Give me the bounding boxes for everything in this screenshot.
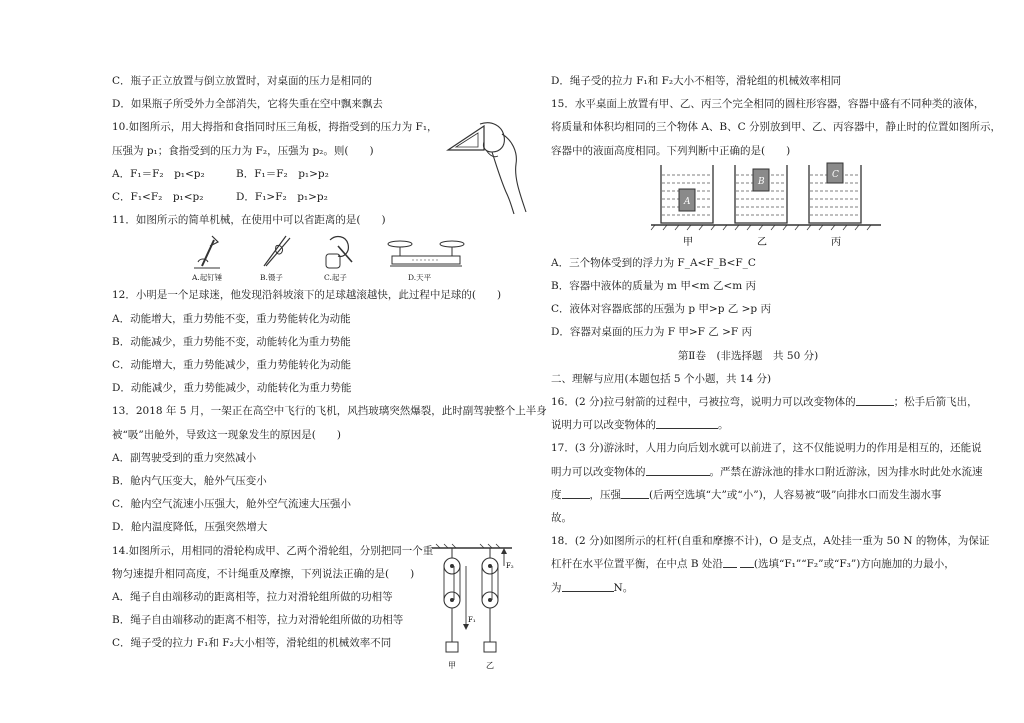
q15-option-b: B．容器中液体的质量为 m 甲<m 乙<m 丙 bbox=[551, 280, 757, 293]
q16-line1 bbox=[551, 391, 978, 414]
q17-line4: 故。 bbox=[551, 512, 572, 525]
pulley-label-yi: 乙 bbox=[486, 660, 494, 670]
pulley-systems-figure bbox=[430, 542, 514, 672]
q16-text-d: 。 bbox=[718, 419, 729, 432]
q18-blank-1a[interactable] bbox=[723, 555, 737, 568]
q10-option-c: C．F₁<F₂ p₁<p₂ bbox=[112, 191, 204, 204]
q15-option-d: D．容器对桌面的压力为 F 甲>F 乙 >F 丙 bbox=[551, 326, 753, 339]
q12-stem: 12．小明是一个足球迷，他发现沿斜坡滚下的足球越滚越快，此过程中足球的( ) bbox=[112, 289, 502, 302]
q9-option-d: D．如果瓶子所受外力全部消失，它将失重在空中飘来飘去 bbox=[112, 98, 383, 111]
q12-option-a: A．动能增大，重力势能不变，重力势能转化为动能 bbox=[112, 312, 351, 325]
container-label-jia: 甲 bbox=[683, 236, 693, 248]
pulley-label-f1: F₁ bbox=[468, 615, 476, 624]
three-containers-figure bbox=[651, 163, 881, 249]
q10-options-row1 bbox=[112, 163, 438, 186]
object-a-label: A bbox=[684, 196, 691, 207]
right-column bbox=[551, 70, 1002, 600]
q13-option-a: A．副驾驶受到的重力突然减小 bbox=[112, 451, 257, 464]
q18-text-c: (选填“F₁”“F₂”或“F₃”)方向施加的力最小， bbox=[753, 558, 955, 571]
q10-stem-line1: 10.如图所示，用大拇指和食指同时压三角板，拇指受到的压力为 F₁， bbox=[112, 121, 438, 134]
claw-hammer-figure bbox=[190, 232, 230, 272]
q18-line1: 18．(2 分)如图所示的杠杆(自重和摩擦不计)，O 是支点，A处挂一重为 50 N 的物体，为保证 bbox=[551, 535, 990, 548]
q10-option-a: A．F₁＝F₂ p₁<p₂ bbox=[112, 167, 205, 180]
container-label-bing: 丙 bbox=[831, 236, 841, 248]
q18-line2 bbox=[551, 553, 955, 576]
q17-text-e: ，压强 bbox=[589, 488, 621, 501]
q12-option-c: C．动能增大，重力势能减少，重力势能转化为动能 bbox=[112, 359, 352, 372]
q11-label-d: D.天平 bbox=[408, 273, 432, 283]
bottle-opener-figure bbox=[318, 232, 358, 272]
object-b-label: B bbox=[758, 176, 765, 187]
q14-option-a: A．绳子自由端移动的距离相等，拉力对滑轮组所做的功相等 bbox=[112, 591, 393, 604]
question-10 bbox=[112, 116, 514, 209]
q18-text-b: 杠杆在水平位置平衡，在中点 B 处沿 bbox=[551, 558, 723, 571]
q17-text-b: 明力可以改变物体的 bbox=[551, 465, 646, 478]
part-two-heading: 二、理解与应用(本题包括 5 个小题，共 14 分) bbox=[551, 372, 772, 385]
q15-stem-line3: 容器中的液面高度相同。下列判断中正确的是( ) bbox=[551, 144, 791, 157]
q17-blank-1[interactable] bbox=[646, 463, 710, 476]
q11-figures bbox=[190, 232, 490, 284]
q11-label-b: B.镊子 bbox=[260, 273, 283, 283]
q17-line3 bbox=[551, 484, 945, 507]
q17-blank-3[interactable] bbox=[621, 486, 649, 499]
q13-stem-line1: 13．2018 年 5 月，一架正在高空中飞行的飞机，风挡玻璃突然爆裂，此时副驾驶整个上半身 bbox=[112, 405, 547, 418]
q14-option-d: D．绳子受的拉力 F₁和 F₂大小不相等，滑轮组的机械效率相同 bbox=[551, 75, 842, 87]
q9-option-c: C．瓶子正立放置与倒立放置时，对桌面的压力是相同的 bbox=[112, 75, 373, 87]
q17-text-f: (后两空选填“大”或“小”)，人容易被“吸”向排水口而发生溺水事 bbox=[649, 488, 942, 501]
q10-option-b: B．F₁＝F₂ p₁>p₂ bbox=[236, 167, 329, 180]
q18-blank-1b[interactable] bbox=[740, 555, 754, 568]
hand-pressing-triangle-figure bbox=[440, 120, 532, 216]
q18-blank-2[interactable] bbox=[562, 579, 614, 592]
q11-label-c: C.起子 bbox=[324, 273, 347, 283]
q15-option-c: C．液体对容器底部的压强为 p 甲>p 乙 >p 丙 bbox=[551, 303, 771, 316]
q18-text-e: N。 bbox=[613, 581, 634, 594]
pulley-label-f2: F₂ bbox=[506, 561, 514, 570]
q17-line1: 17．(3 分)游泳时，人用力向后划水就可以前进了，这不仅能说明力的作用是相互的，还能说 bbox=[551, 442, 982, 455]
q13-option-b: B．舱内气压变大，舱外气压变小 bbox=[112, 475, 267, 488]
q15-stem-line2: 将质量和体积均相同的三个物体 A、B、C 分别放到甲、乙、丙容器中，静止时的位置如图所示， bbox=[551, 121, 1002, 134]
q14-stem-line1: 14.如图所示，用相同的滑轮构成甲、乙两个滑轮组，分别把同一个重 bbox=[112, 544, 434, 557]
container-label-yi: 乙 bbox=[757, 236, 767, 248]
q16-text-b: ；松手后箭飞出， bbox=[893, 396, 978, 409]
q11-label-a: A.起钉锤 bbox=[192, 273, 223, 283]
section-title: 第Ⅱ卷 (非选择题 共 50 分) bbox=[677, 349, 819, 362]
q13-option-c: C．舱内空气流速小压强大，舱外空气流速大压强小 bbox=[112, 498, 352, 511]
pulley-label-jia: 甲 bbox=[448, 660, 456, 670]
q14-option-c: C．绳子受的拉力 F₁和 F₂大小相等，滑轮组的机械效率不同 bbox=[112, 637, 392, 650]
question-14 bbox=[112, 540, 514, 670]
q15-stem-line1: 15．水平桌面上放置有甲、乙、丙三个完全相同的圆柱形容器，容器中盛有不同种类的液体， bbox=[551, 98, 985, 111]
q17-text-d: 度 bbox=[551, 488, 562, 501]
q17-text-c: 。严禁在游泳池的排水口附近游泳，因为排水时此处水流速 bbox=[709, 465, 983, 478]
q10-stem-line2: 压强为 p₁；食指受到的压力为 F₂，压强为 p₂。则( ) bbox=[112, 144, 374, 157]
q14-stem-line2: 物匀速提升相同高度，不计绳重及摩擦，下列说法正确的是( ) bbox=[112, 567, 415, 580]
left-column bbox=[112, 70, 547, 670]
object-c-label: C bbox=[832, 169, 839, 180]
q16-text-a: 16．(2 分)拉弓射箭的过程中，弓被拉弯，说明力可以改变物体的 bbox=[551, 396, 856, 409]
q18-line3 bbox=[551, 577, 945, 600]
q17-blank-2[interactable] bbox=[562, 486, 590, 499]
q12-option-d: D．动能减少，重力势能减少，动能转化为重力势能 bbox=[112, 382, 352, 395]
q10-option-d: D．F₁>F₂ p₁>p₂ bbox=[236, 191, 328, 204]
q14-option-b: B．绳子自由端移动的距离不相等，拉力对滑轮组所做的功相等 bbox=[112, 614, 404, 627]
q16-line2 bbox=[551, 414, 945, 437]
q16-blank-2[interactable] bbox=[656, 416, 718, 429]
q12-option-b: B．动能减少，重力势能不变，动能转化为重力势能 bbox=[112, 335, 351, 348]
tweezers-figure bbox=[254, 232, 294, 272]
q18-text-d: 为 bbox=[551, 581, 562, 594]
q16-text-c: 说明力可以改变物体的 bbox=[551, 419, 656, 432]
q15-option-a: A．三个物体受到的浮力为 F_A<F_B<F_C bbox=[551, 256, 756, 269]
balance-scale-figure bbox=[386, 232, 466, 272]
q16-blank-1[interactable] bbox=[856, 393, 894, 406]
q17-line2 bbox=[551, 461, 983, 484]
q13-stem-line2: 被“吸”出舱外，导致这一现象发生的原因是( ) bbox=[112, 428, 341, 441]
q10-options-row2 bbox=[112, 186, 438, 209]
q11-stem: 11．如图所示的简单机械，在使用中可以省距离的是( ) bbox=[112, 214, 386, 227]
q13-option-d: D．舱内温度降低，压强突然增大 bbox=[112, 521, 268, 534]
